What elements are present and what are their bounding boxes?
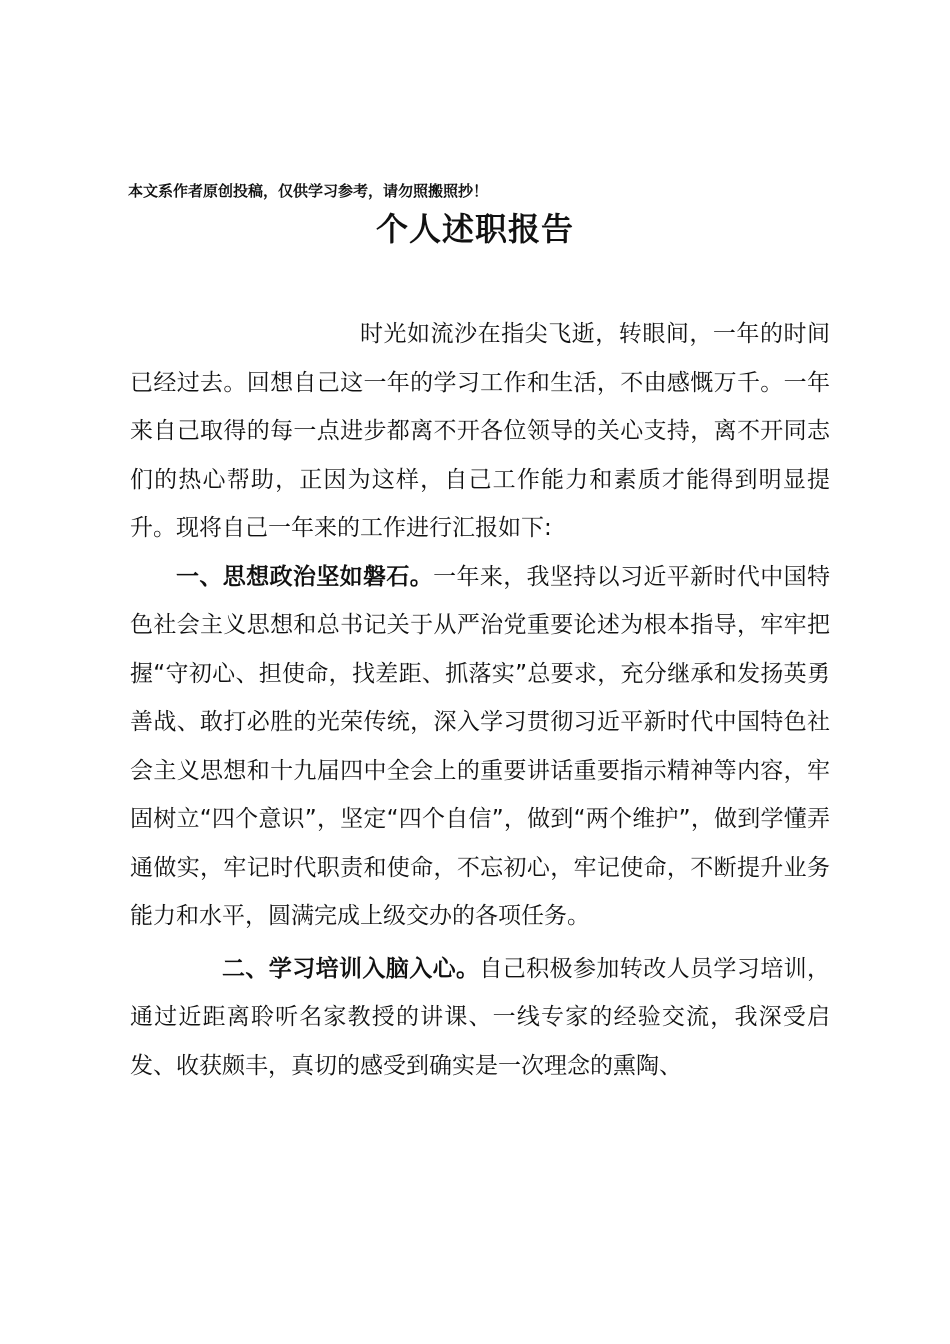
paragraph-text: 自己积极参加转改人员学习培训，通过近距离聆听名家教授的讲课、一线专家的经验交流，我深受启发、收获颇丰，真切的感受到确实是一次理念的熏陶、: [130, 955, 831, 1079]
section-heading-political: 一、思想政治坚如磐石。: [176, 563, 434, 590]
section-heading-training: 二、学习培训入脑入心。: [222, 955, 480, 982]
copyright-notice: 本文系作者原创投稿，仅供学习参考，请勿照搬照抄！: [128, 182, 489, 200]
paragraph-intro: [130, 310, 830, 553]
paragraph-text: 时光如流沙在指尖飞逝，转眼间，一年的时间已经过去。回想自己这一年的学习工作和生活，不由感慨万千。一年来自己取得的每一点进步都离不开各位领导的关心支持，离不开同志们的热心帮助，正因为这样，自己工作能力和素质才能得到明显提升。现将自己一年来的工作进行汇报如下:: [130, 321, 830, 541]
paragraph-political: [130, 553, 830, 941]
paragraph-training: [130, 945, 830, 1091]
document-title: 个人述职报告: [375, 210, 574, 248]
paragraph-text: 一年来，我坚持以习近平新时代中国特色社会主义思想和总书记关于从严治党重要论述为根本指导，牢牢把握“守初心、担使命，找差距、抓落实”总要求，充分继承和发扬英勇善战、敢打必胜的光荣传统，深入学习贯彻习近平新时代中国特色社会主义思想和十九届四中全会上的重要讲话重要指示精神等内容，牢固树立“四个意识”，坚定“四个自信”，做到“两个维护”，做到学懂弄通做实，牢记时代职责和使命，不忘初心，牢记使命，不断提升业务能力和水平，圆满完成上级交办的各项任务。: [130, 563, 831, 929]
document-body: [130, 310, 830, 1090]
